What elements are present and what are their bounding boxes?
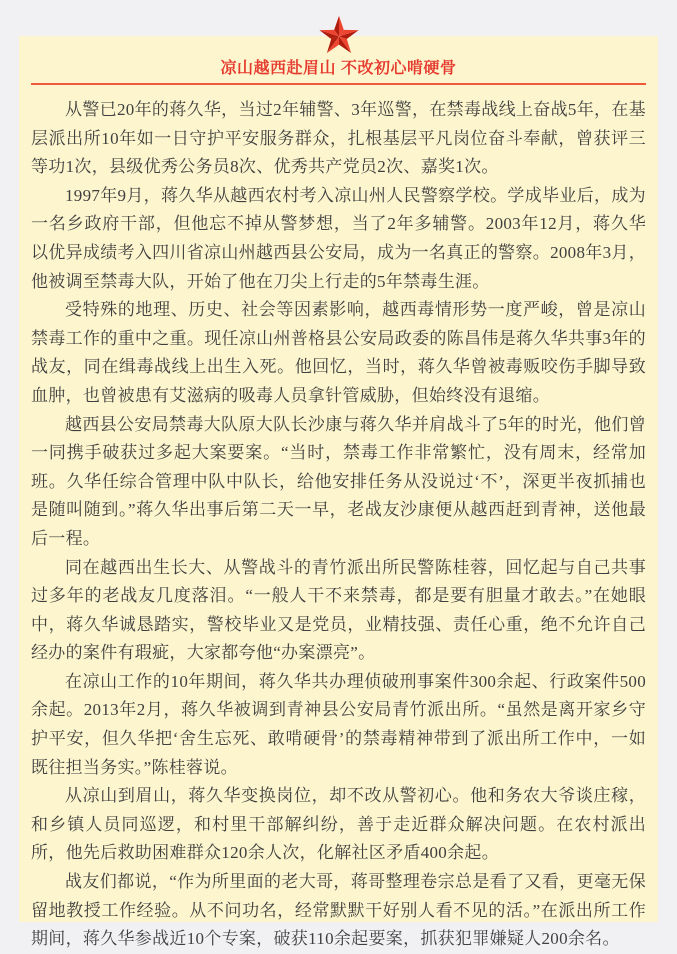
article-title: 凉山越西赴眉山 不改初心啃硬骨 bbox=[220, 60, 457, 77]
article-paragraph: 战友们都说，“作为所里面的老大哥，蒋哥整理卷宗总是看了又看，更毫无保留地教授工作经验。从不问功名，经常默默干好别人看不见的活。”在派出所工作期间，蒋久华参战近10个专案，破获110余起要案，抓获犯罪嫌疑人200余名。 bbox=[31, 872, 646, 949]
article-paragraph: 受特殊的地理、历史、社会等因素影响，越西毒情形势一度严峻，曾是凉山禁毒工作的重中之重。现任凉山州普格县公安局政委的陈昌伟是蒋久华共事3年的战友，同在缉毒战线上出生入死。他回忆，当时，蒋久华曾被毒贩咬伤手脚导致血肿，也曾被患有艾滋病的吸毒人员拿针管威胁，但始终没有退缩。 bbox=[31, 300, 646, 405]
article-paragraph: 1997年9月，蒋久华从越西农村考入凉山州人民警察学校。学成毕业后，成为一名乡政府干部，但他忘不掉从警梦想，当了2年多辅警。2003年12月，蒋久华以优异成绩考入四川省凉山州越西县公安局，成为一名真正的警察。2008年3月，他被调至禁毒大队，开始了他在刀尖上行走的5年禁毒生涯。 bbox=[31, 185, 646, 291]
article-paragraph: 越西县公安局禁毒大队原大队长沙康与蒋久华并肩战斗了5年的时光，他们曾一同携手破获过多起大案要案。“当时，禁毒工作非常繁忙，没有周末，经常加班。久华任综合管理中队中队长，给他安排任务从没说过‘不’，深更半夜抓捕也是随叫随到。”蒋久华出事后第二天一早，老战友沙康便从越西赶到青神，送他最后一程。 bbox=[31, 414, 646, 548]
article-paragraph: 从警已20年的蒋久华，当过2年辅警、3年巡警，在禁毒战线上奋战5年，在基层派出所10年如一日守护平安服务群众，扎根基层平凡岗位奋斗奉献，曾获评三等功1次，县级优秀公务员8次、优秀共产党员2次、嘉奖1次。 bbox=[31, 100, 646, 177]
article-paragraph: 同在越西出生长大、从警战斗的青竹派出所民警陈桂蓉，回忆起与自己共事过多年的老战友几度落泪。“一般人干不来禁毒，都是要有胆量才敢去。”在她眼中，蒋久华诚恳踏实，警校毕业又是党员，业精技强、责任心重，绝不允许自己经办的案件有瑕疵，大家都夸他“办案漂亮”。 bbox=[31, 557, 646, 663]
title-divider bbox=[31, 83, 646, 85]
article-paragraph: 从凉山到眉山，蒋久华变换岗位，却不改从警初心。他和务农大爷谈庄稼，和乡镇人员同巡逻，和村里干部解纠纷，善于走近群众解决问题。在农村派出所，他先后救助困难群众120余人次，化解社区矛盾400余起。 bbox=[31, 786, 646, 863]
article-body bbox=[19, 96, 658, 954]
article-paragraph: 在凉山工作的10年期间，蒋久华共办理侦破刑事案件300余起、行政案件500余起。2013年2月，蒋久华被调到青神县公安局青竹派出所。“虽然是离开家乡守护平安，但久华把‘舍生忘死、敢啃硬骨’的禁毒精神带到了派出所工作中，一如既往担当务实。”陈桂蓉说。 bbox=[31, 671, 646, 777]
red-star-icon bbox=[317, 15, 361, 58]
content-card bbox=[19, 36, 658, 949]
